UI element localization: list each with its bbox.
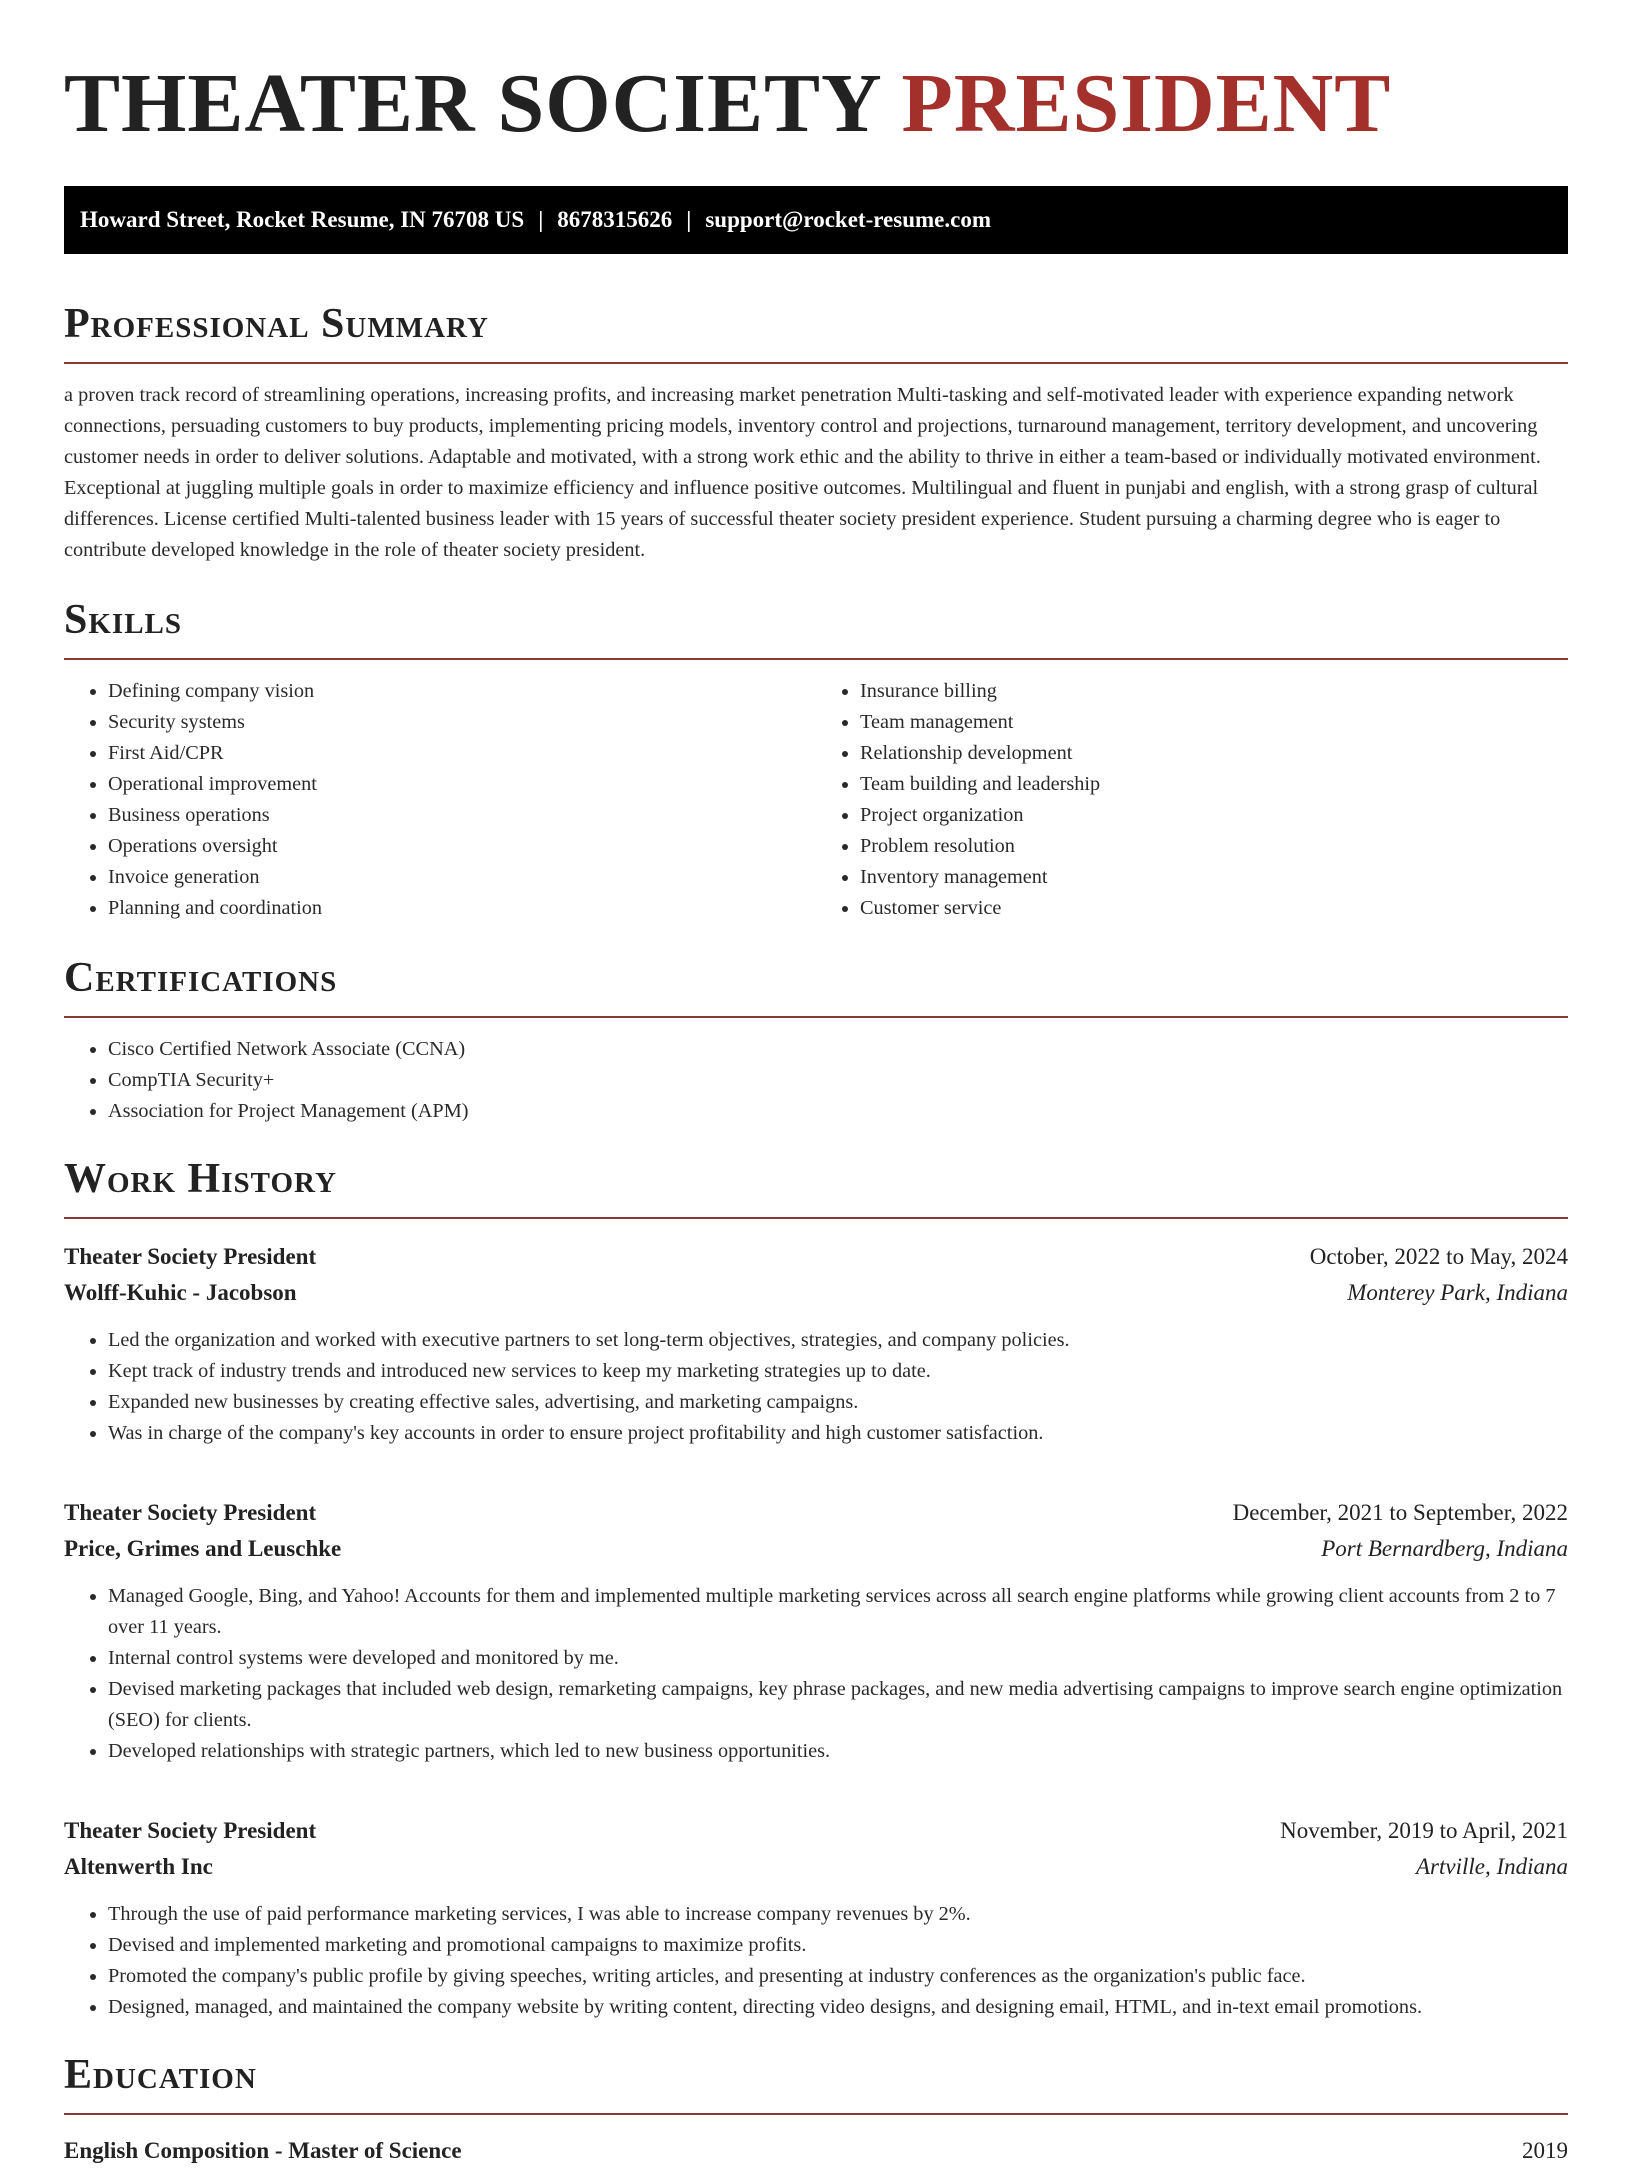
job-dates: December, 2021 to September, 2022 — [1232, 1500, 1568, 1525]
skills-heading: Skills — [64, 597, 183, 643]
skills-grid — [64, 676, 1568, 924]
job-entry — [64, 1813, 1568, 2023]
certifications-list — [64, 1034, 1568, 1127]
certification-item: • Association for Project Management (APM) — [108, 1096, 1568, 1127]
job-title: Theater Society President — [64, 1500, 317, 1525]
job-company: Wolff-Kuhic - Jacobson — [64, 1280, 297, 1305]
job-bullet: • Was in charge of the company's key accounts in order to ensure project profitability and high customer satisfaction. — [108, 1418, 1568, 1449]
contact-phone: 8678315626 — [557, 207, 673, 232]
job-dates: November, 2019 to April, 2021 — [1280, 1818, 1568, 1843]
job-company: Altenwerth Inc — [64, 1854, 213, 1879]
certification-item: • Cisco Certified Network Associate (CCNA) — [108, 1034, 1568, 1065]
section-divider — [64, 2113, 1568, 2115]
education-degree: English Composition - Master of Science — [64, 2138, 462, 2163]
job-bullet: • Kept track of industry trends and introduced new services to keep my marketing strategies up to date. — [108, 1356, 1568, 1387]
job-bullet: • Designed, managed, and maintained the company website by writing content, directing video designs, and designing email, HTML, and in-text email promotions. — [108, 1992, 1568, 2023]
contact-email[interactable]: support@rocket-resume.com — [705, 207, 991, 232]
education-year: 2019 — [1522, 2138, 1568, 2163]
certification-item: • CompTIA Security+ — [108, 1065, 1568, 1096]
skill-item: • Security systems — [108, 707, 816, 738]
job-location: Port Bernardberg, Indiana — [1321, 1536, 1568, 1561]
skill-item: • Operational improvement — [108, 769, 816, 800]
job-title: Theater Society President — [64, 1244, 317, 1269]
job-bullet: • Internal control systems were developed and monitored by me. — [108, 1643, 1568, 1674]
job-location: Artville, Indiana — [1415, 1854, 1568, 1879]
job-bullet: • Devised and implemented marketing and promotional campaigns to maximize profits. — [108, 1930, 1568, 1961]
job-dates: October, 2022 to May, 2024 — [1309, 1244, 1568, 1269]
job-entry — [64, 1239, 1568, 1449]
summary-heading: Professional Summary — [64, 301, 489, 347]
education-entry — [64, 2133, 1568, 2169]
skill-item: • Inventory management — [860, 862, 1568, 893]
section-divider — [64, 658, 1568, 660]
section-divider — [64, 1217, 1568, 1219]
skill-item: • Insurance billing — [860, 676, 1568, 707]
title-accent: PRESIDENT — [901, 57, 1392, 150]
job-bullets — [64, 1581, 1568, 1767]
job-bullets — [64, 1899, 1568, 2023]
title-main: THEATER SOCIETY — [64, 57, 880, 150]
job-bullet: • Promoted the company's public profile by giving speeches, writing articles, and presenting at industry conferences as the organization's public face. — [108, 1961, 1568, 1992]
skill-item: • Team building and leadership — [860, 769, 1568, 800]
job-location: Monterey Park, Indiana — [1347, 1280, 1568, 1305]
job-bullet: • Expanded new businesses by creating effective sales, advertising, and marketing campaigns. — [108, 1387, 1568, 1418]
job-bullet: • Managed Google, Bing, and Yahoo! Accounts for them and implemented multiple marketing services across all search engine platforms while growing client accounts from 2 to 7 over 11 years. — [108, 1581, 1568, 1643]
job-bullet: • Devised marketing packages that included web design, remarketing campaigns, key phrase packages, and new media advertising campaigns to improve search engine optimization (SEO) for clients. — [108, 1674, 1568, 1736]
skills-list-right — [816, 676, 1568, 924]
skill-item: • Customer service — [860, 893, 1568, 924]
skill-item: • Defining company vision — [108, 676, 816, 707]
skill-item: • Problem resolution — [860, 831, 1568, 862]
job-bullet: • Through the use of paid performance marketing services, I was able to increase company revenues by 2%. — [108, 1899, 1568, 1930]
section-divider — [64, 1016, 1568, 1018]
contact-separator: | — [686, 207, 692, 232]
work-heading: Work History — [64, 1156, 337, 1202]
skills-list-left — [64, 676, 816, 924]
skill-item: • Invoice generation — [108, 862, 816, 893]
skill-item: • Relationship development — [860, 738, 1568, 769]
job-entry — [64, 1495, 1568, 1767]
contact-bar — [64, 186, 1568, 254]
skill-item: • Operations oversight — [108, 831, 816, 862]
job-bullet: • Led the organization and worked with executive partners to set long-term objectives, strategies, and company policies. — [108, 1325, 1568, 1356]
summary-text: a proven track record of streamlining operations, increasing profits, and increasing market penetration Multi-tasking and self-motivated leader with experience expanding network connections, persuading customers to buy products, implementing pricing models, inventory control and projections, turnaround management, territory development, and uncovering customer needs in order to deliver solutions. Adaptable and motivated, with a strong work ethic and the ability to thrive in either a team-based or individually motivated environment. Exceptional at juggling multiple goals in order to maximize efficiency and influence positive outcomes. Multilingual and fluent in punjabi and english, with a strong grasp of cultural differences. License certified Multi-talented business leader with 15 years of successful theater society president experience. Student pursuing a charming degree who is eager to contribute developed knowledge in the role of theater society president. — [64, 384, 1541, 561]
skill-item: • Business operations — [108, 800, 816, 831]
job-title: Theater Society President — [64, 1818, 317, 1843]
education-heading: Education — [64, 2052, 257, 2098]
job-company: Price, Grimes and Leuschke — [64, 1536, 342, 1561]
job-bullets — [64, 1325, 1568, 1449]
certifications-heading: Certifications — [64, 955, 338, 1001]
skill-item: • Planning and coordination — [108, 893, 816, 924]
job-bullet: • Developed relationships with strategic partners, which led to new business opportunities. — [108, 1736, 1568, 1767]
resume-title — [64, 56, 1568, 152]
skill-item: • Project organization — [860, 800, 1568, 831]
skill-item: • First Aid/CPR — [108, 738, 816, 769]
skill-item: • Team management — [860, 707, 1568, 738]
section-divider — [64, 362, 1568, 364]
contact-separator: | — [538, 207, 544, 232]
contact-address: Howard Street, Rocket Resume, IN 76708 US — [80, 207, 525, 232]
